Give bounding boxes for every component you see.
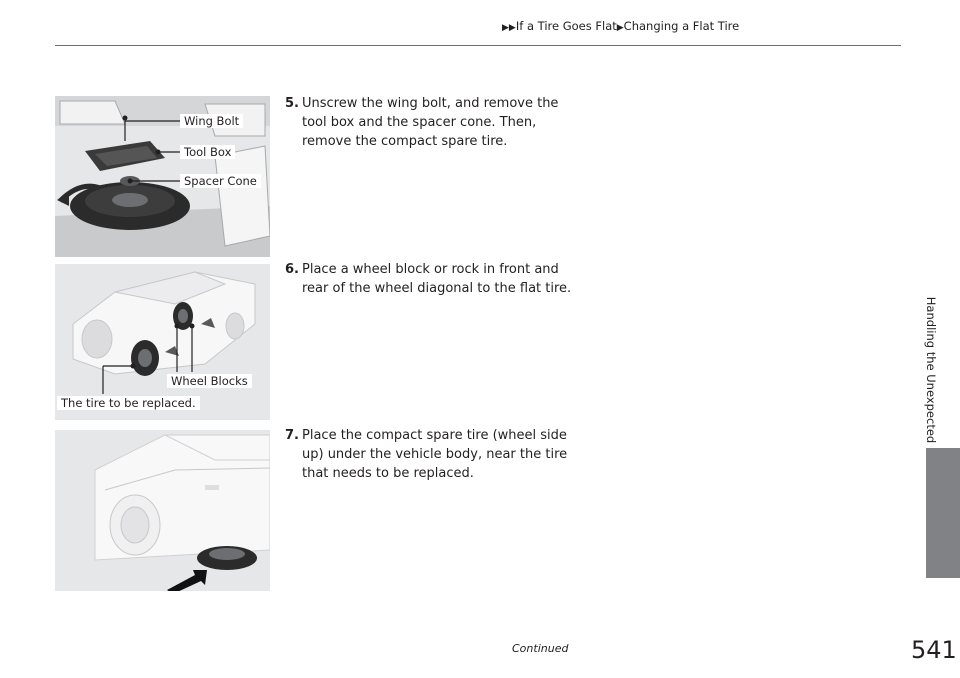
step-text: Unscrew the wing bolt, and remove the tool box and the spacer cone. Then, remove the compact spare tire. — [302, 96, 559, 149]
callout-tool-box: Tool Box — [180, 145, 235, 159]
callout-tire-to-replace: The tire to be replaced. — [57, 396, 200, 410]
page-number: 541 — [911, 636, 957, 664]
callout-spacer-cone: Spacer Cone — [180, 174, 261, 188]
breadcrumb-item-changing-tire[interactable]: Changing a Flat Tire — [623, 19, 740, 33]
step-6 — [285, 260, 585, 298]
step-number: 5. — [285, 96, 299, 111]
step-5 — [285, 94, 585, 151]
figure-spare-under-vehicle-illustration — [55, 430, 270, 591]
figure-spare-under-vehicle — [55, 430, 270, 591]
section-side-label — [916, 290, 946, 450]
step-text: Place a wheel block or rock in front and rear of the wheel diagonal to the flat tire. — [302, 262, 572, 296]
breadcrumb — [502, 19, 739, 33]
callout-wheel-blocks: Wheel Blocks — [167, 374, 252, 388]
continued-label: Continued — [512, 642, 569, 655]
breadcrumb-item-tire-flat[interactable]: If a Tire Goes Flat — [515, 19, 617, 33]
step-number: 6. — [285, 262, 299, 277]
section-side-tab[interactable] — [926, 448, 960, 578]
header-rule — [55, 45, 901, 46]
step-number: 7. — [285, 428, 299, 443]
step-text: Place the compact spare tire (wheel side up) under the vehicle body, near the tire that needs to be replaced. — [302, 428, 568, 481]
breadcrumb-arrow-icon: ▶ — [616, 23, 624, 33]
step-7 — [285, 426, 585, 483]
section-side-label-text: Handling the Unexpected — [924, 296, 938, 444]
breadcrumb-arrow-icon: ▶▶ — [502, 23, 516, 33]
callout-wing-bolt: Wing Bolt — [180, 114, 243, 128]
